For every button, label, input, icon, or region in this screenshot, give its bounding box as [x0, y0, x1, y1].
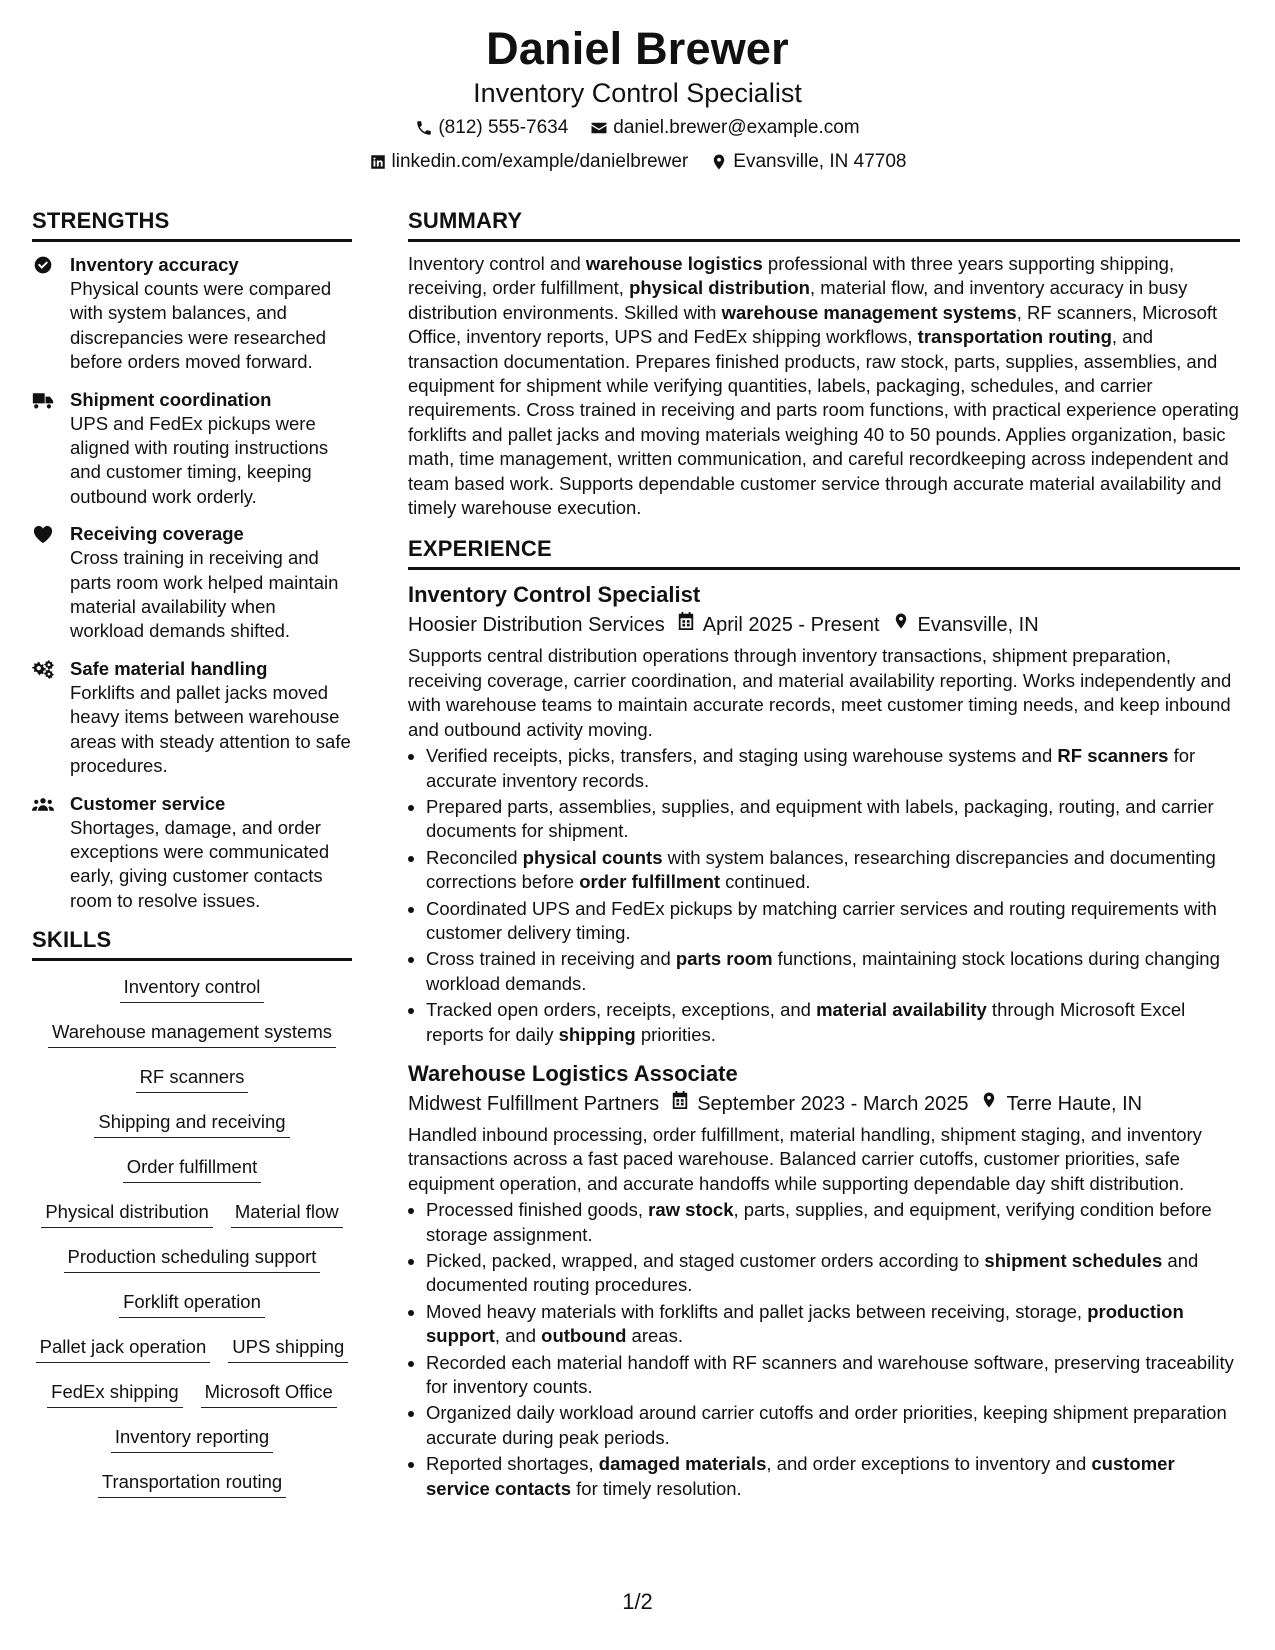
truck-icon: [32, 387, 56, 510]
strength-body: [70, 791, 352, 914]
candidate-role: Inventory Control Specialist: [473, 78, 802, 108]
strength-body: [70, 387, 352, 510]
skill-row: [32, 1331, 352, 1376]
skill-row: [32, 971, 352, 1016]
strength-item: [32, 791, 352, 914]
skill-row: [32, 1151, 352, 1196]
strength-description: Shortages, damage, and order exceptions were communicated early, giving customer contacts room to resolve issues.: [70, 816, 330, 911]
skill-tag: RF scanners: [136, 1061, 249, 1093]
job-bullet: • Processed finished goods, raw stock, parts, supplies, and equipment, verifying condition before storage assignment.: [426, 1198, 1240, 1247]
linkedin-icon: [369, 153, 387, 171]
skill-tag: Shipping and receiving: [94, 1106, 289, 1138]
strength-title: Customer service: [70, 792, 226, 814]
summary-text: Inventory control and warehouse logistics professional with three years supporting shipping, receiving, order fulfillment, physical distribution, material flow, and inventory accuracy in busy distribution environments. Skilled with warehouse management systems, RF scanners, Microsoft Office, inventory reports, UPS and FedEx shipping workflows, transportation routing, and transaction documentation. Prepares finished products, raw stock, parts, supplies, assemblies, and equipment for shipment while verifying quantities, labels, packaging, schedules, and carrier requirements. Cross trained in receiving and parts room functions, with practical experience operating forklifts and pallet jacks and moving materials weighing 40 to 50 pounds. Applies organization, basic math, time management, written communication, and careful recordkeeping across independent and team based work. Supports dependable customer service through accurate material availability and timely warehouse execution.: [408, 253, 1239, 519]
strengths-heading: STRENGTHS: [32, 206, 352, 242]
map-pin-icon: [710, 153, 728, 171]
strength-description: UPS and FedEx pickups were aligned with routing instructions and customer timing, keeping outbound work orderly.: [70, 412, 329, 507]
job-bullet: • Moved heavy materials with forklifts and pallet jacks between receiving, storage, production support, and outbound areas.: [426, 1300, 1240, 1349]
job-description: Handled inbound processing, order fulfillment, material handling, shipment staging, and inventory transactions across a fast paced warehouse. Balanced carrier cutoffs, customer priorities, safe equipment operation, and accurate handoffs while supporting dependable day shift distribution.: [408, 1123, 1202, 1194]
skills-list: [32, 971, 352, 1511]
job-bullets: [408, 1198, 1240, 1501]
strength-title: Inventory accuracy: [70, 254, 239, 275]
job-dates-text: April 2025 - Present: [702, 614, 880, 637]
strength-title: Safe material handling: [70, 657, 268, 679]
job-dates: [677, 610, 880, 640]
job-bullet: • Tracked open orders, receipts, exceptions, and material availability through Microsoft Excel reports for daily shipping priorities.: [426, 998, 1240, 1047]
check-circle-icon: [32, 252, 56, 375]
strengths-list: [32, 252, 352, 913]
job-company: Hoosier Distribution Services: [408, 614, 665, 637]
job-bullet: • Verified receipts, picks, transfers, and staging using warehouse systems and RF scanners for accurate inventory records.: [426, 744, 1240, 793]
job-meta: [408, 610, 1240, 640]
job-description: Supports central distribution operations through inventory transactions, shipment preparation, receiving coverage, carrier coordination, and material availability reporting. Works independently and with warehouse teams to maintain accurate records, meet customer timing needs, and keep inbound and outbound activity moving.: [408, 645, 1232, 740]
skill-row: [32, 1421, 352, 1466]
strength-body: [70, 521, 352, 644]
strength-body: [70, 252, 352, 375]
contact-row-2: [0, 146, 1275, 178]
skill-row: [32, 1106, 352, 1151]
skill-tag: Order fulfillment: [123, 1151, 262, 1183]
skill-tag: Inventory control: [120, 971, 265, 1003]
experience-list: [408, 580, 1240, 1501]
job-location-text: Terre Haute, IN: [1006, 1092, 1143, 1115]
job-bullet: • Reconciled physical counts with system balances, researching discrepancies and documenting corrections before order fulfillment continued.: [426, 846, 1240, 895]
job-entry: [408, 580, 1240, 1047]
job-dates-text: September 2023 - March 2025: [697, 1092, 969, 1115]
email-text: daniel.brewer@example.com: [613, 117, 860, 138]
job-bullet: • Picked, packed, wrapped, and staged customer orders according to shipment schedules and documented routing procedures.: [426, 1249, 1240, 1298]
skill-row: [32, 1016, 352, 1061]
left-column: [32, 206, 352, 1511]
job-bullet: • Cross trained in receiving and parts room functions, maintaining stock locations during changing workload demands.: [426, 947, 1240, 996]
job-company: Midwest Fulfillment Partners: [408, 1092, 660, 1115]
candidate-name: Daniel Brewer: [486, 23, 789, 74]
strength-item: [32, 387, 352, 510]
job-location: [980, 1089, 1142, 1119]
calendar-icon: [677, 610, 695, 640]
linkedin-text: linkedin.com/example/danielbrewer: [391, 151, 689, 172]
skill-tag: FedEx shipping: [47, 1376, 183, 1408]
job-bullet: • Coordinated UPS and FedEx pickups by matching carrier services and routing requirements with customer delivery timing.: [426, 897, 1240, 946]
skill-tag: Production scheduling support: [64, 1241, 321, 1273]
job-bullet: • Organized daily workload around carrier cutoffs and order priorities, keeping shipment preparation accurate during peak periods.: [426, 1401, 1240, 1450]
phone-icon: [415, 119, 433, 137]
map-pin-icon: [980, 1089, 998, 1119]
phone-contact[interactable]: [415, 112, 568, 144]
linkedin-contact[interactable]: [369, 146, 689, 178]
strength-title: Receiving coverage: [70, 523, 244, 545]
skill-tag: Material flow: [231, 1196, 343, 1228]
map-pin-icon: [892, 610, 910, 640]
job-dates: [671, 1089, 968, 1119]
job-title: Warehouse Logistics Associate: [408, 1060, 738, 1086]
strength-body: [70, 656, 352, 779]
job-title: Inventory Control Specialist: [408, 582, 701, 608]
strength-description: Cross training in receiving and parts room work helped maintain material availability when workload demands shifted.: [70, 547, 339, 642]
job-entry: [408, 1059, 1240, 1501]
skill-tag: Microsoft Office: [201, 1376, 337, 1408]
calendar-icon: [671, 1089, 689, 1119]
contact-row-1: [0, 112, 1275, 144]
skill-row: [32, 1376, 352, 1421]
skill-tag: Transportation routing: [98, 1466, 286, 1498]
email-contact[interactable]: [590, 112, 859, 144]
skill-tag: Inventory reporting: [111, 1421, 273, 1453]
strength-description: Forklifts and pallet jacks moved heavy items between warehouse areas with steady attention to safe procedures.: [70, 681, 351, 777]
job-bullet: • Recorded each material handoff with RF scanners and warehouse software, preserving traceability for inventory counts.: [426, 1351, 1240, 1400]
skills-heading: SKILLS: [32, 925, 352, 961]
summary-heading: SUMMARY: [408, 206, 1240, 242]
job-bullet: • Reported shortages, damaged materials, and order exceptions to inventory and customer service contacts for timely resolution.: [426, 1452, 1240, 1501]
right-column: [408, 206, 1240, 1513]
skill-row: [32, 1286, 352, 1331]
skill-tag: Forklift operation: [119, 1286, 265, 1318]
job-location: [892, 610, 1039, 640]
strength-description: Physical counts were compared with system balances, and discrepancies were researched before orders moved forward.: [70, 278, 332, 373]
heart-icon: [32, 521, 56, 644]
job-bullet: • Prepared parts, assemblies, supplies, and equipment with labels, packaging, routing, and carrier documents for shipment.: [426, 795, 1240, 844]
phone-text: (812) 555-7634: [438, 117, 569, 138]
skill-tag: Warehouse management systems: [48, 1016, 336, 1048]
experience-heading: EXPERIENCE: [408, 534, 1240, 570]
resume-header: [0, 22, 1275, 178]
skill-row: [32, 1061, 352, 1106]
job-meta: [408, 1089, 1240, 1119]
gears-icon: [32, 656, 56, 779]
skill-tag: Physical distribution: [41, 1196, 213, 1228]
skill-row: [32, 1241, 352, 1286]
skill-tag: UPS shipping: [228, 1331, 348, 1363]
skill-row: [32, 1196, 352, 1241]
strength-item: [32, 521, 352, 644]
location-contact: [710, 146, 906, 178]
job-bullets: [408, 744, 1240, 1047]
location-text: Evansville, IN 47708: [733, 151, 907, 172]
strength-title: Shipment coordination: [70, 388, 272, 410]
skill-tag: Pallet jack operation: [36, 1331, 211, 1363]
job-location-text: Evansville, IN: [917, 614, 1039, 637]
page-number: 1/2: [622, 1589, 653, 1614]
envelope-icon: [590, 119, 608, 137]
users-icon: [32, 791, 56, 914]
skill-row: [32, 1466, 352, 1511]
strength-item: [32, 656, 352, 779]
strength-item: [32, 252, 352, 375]
